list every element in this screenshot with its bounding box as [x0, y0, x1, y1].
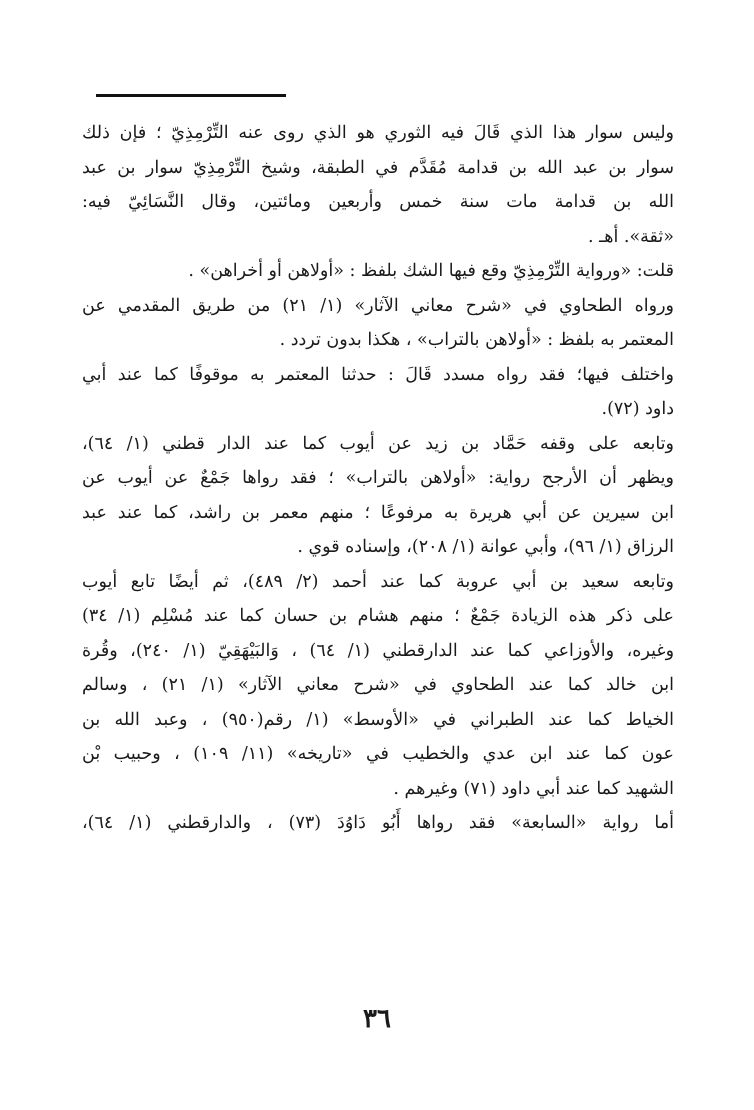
- text-line: على ذكر هذه الزيادة جَمْعٌ ؛ منهم هشام بن حسان كما عند مُسْلِم (١/ ٣٤): [82, 606, 674, 626]
- text-line: وتابعه على وقفه حَمَّاد بن زيد عن أيوب كما عند الدار قطني (١/ ٦٤)،: [82, 433, 674, 454]
- text-line: داود (٧٢).: [601, 399, 674, 419]
- text-line: الرزاق (١/ ٩٦)، وأبي عوانة (١/ ٢٠٨)، وإسناده قوي .: [297, 537, 674, 557]
- text-line: قلت: «ورواية التِّرْمِذِيّ وقع فيها الشك بلفظ : «أولاهن أو أخراهن» .: [188, 261, 674, 281]
- text-line: الخياط كما عند الطبراني في «الأوسط» (١/ رقم(٩٥٠) ، وعبد الله بن: [82, 709, 674, 730]
- text-line: ابن خالد كما عند الطحاوي في «شرح معاني الآثار» (١/ ٢١) ، وسالم: [82, 675, 674, 695]
- footnote-separator-rule: [96, 94, 286, 97]
- text-line: الله بن قدامة مات سنة خمس وأربعين ومائتين، وقال النَّسَائِيّ فيه:: [82, 192, 674, 212]
- text-line: واختلف فيها؛ فقد رواه مسدد قَالَ : حدثنا المعتمر به موقوفًا كما عند أبي: [82, 364, 674, 385]
- body-text: [82, 116, 674, 841]
- text-line: عون كما عند ابن عدي والخطيب في «تاريخه» (١١/ ١٠٩) ، وحبيب بْن: [82, 744, 674, 764]
- text-line: سوار بن عبد الله بن قدامة مُقَدَّم في الطبقة، وشيخ التِّرْمِذِيّ سوار بن عبد: [82, 157, 674, 178]
- text-line: المعتمر به بلفظ : «أولاهن بالتراب» ، هكذا بدون تردد .: [279, 330, 674, 350]
- page-number: ٣٦: [363, 1004, 391, 1034]
- text-line: ابن سيرين عن أبي هريرة به مرفوعًا ؛ منهم معمر بن راشد، كما عند عبد: [82, 502, 674, 523]
- text-line: «ثقة». أهـ .: [588, 226, 674, 247]
- text-line: أما رواية «السابعة» فقد رواها أَبُو دَاوُدَ (٧٣) ، والدارقطني (١/ ٦٤)،: [82, 813, 674, 833]
- text-line: وليس سوار هذا الذي قَالَ فيه الثوري هو الذي روى عنه التِّرْمِذِيّ ؛ فإن ذلك: [82, 123, 674, 143]
- text-line: ويظهر أن الأرجح رواية: «أولاهن بالتراب» ؛ فقد رواها جَمْعٌ عن أيوب عن: [82, 468, 674, 488]
- text-line: الشهيد كما عند أبي داود (٧١) وغيرهم .: [393, 778, 674, 799]
- text-line: وتابعه سعيد بن أبي عروبة كما عند أحمد (٢/ ٤٨٩)، ثم أيضًا تابع أيوب: [82, 571, 674, 592]
- text-line: وغيره، والأوزاعي كما عند الدارقطني (١/ ٦٤) ، وَالبَيْهَقِيّ (١/ ٢٤٠)، وقُرة: [82, 640, 674, 661]
- text-line: ورواه الطحاوي في «شرح معاني الآثار» (١/ ٢١) من طريق المقدمي عن: [82, 295, 674, 316]
